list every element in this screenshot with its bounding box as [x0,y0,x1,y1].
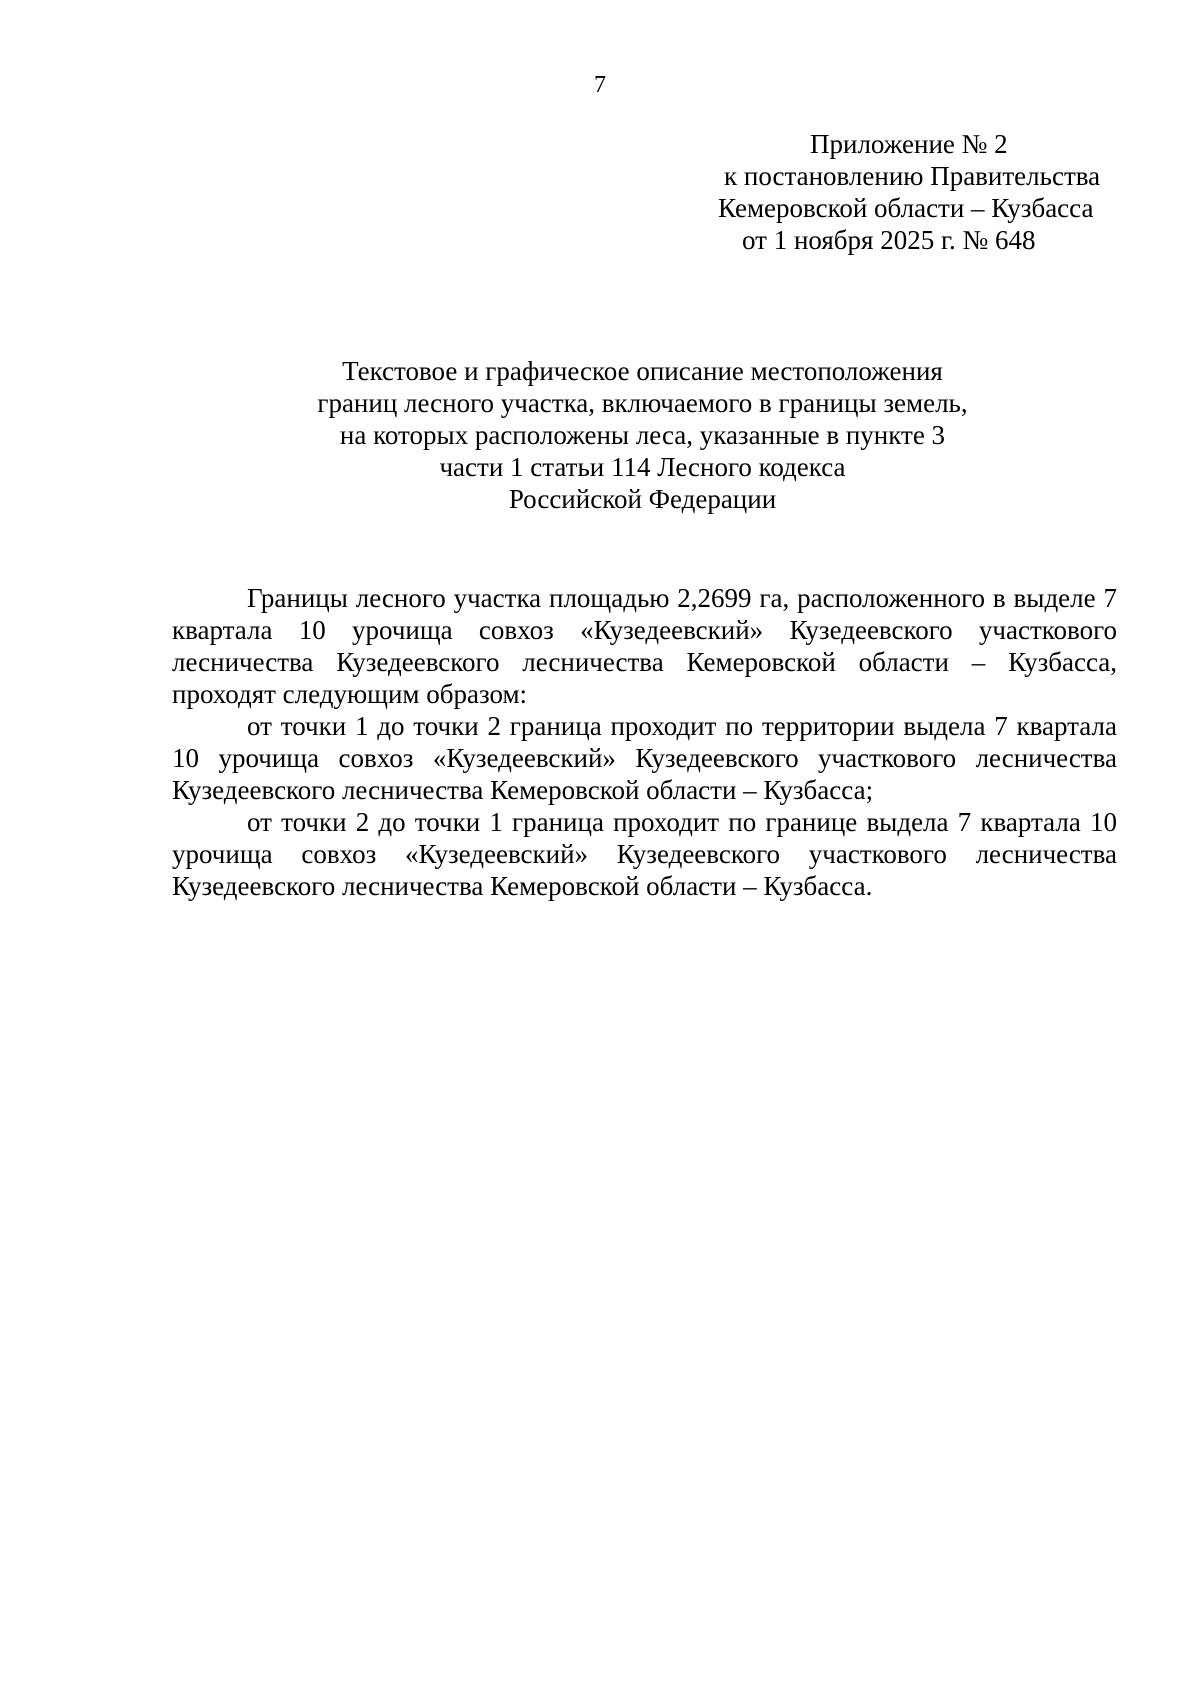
paragraph-point-1-to-2: от точки 1 до точки 2 граница проходит по территории выдела 7 квартала 10 урочища совхоз «Кузедеевский» Кузедеевского участкового лесничества Кузедеевского лесничества Кемеровской области – Кузбасса; [172,711,1117,805]
paragraph-boundaries-intro: Границы лесного участка площадью 2,2699 га, расположенного в выделе 7 квартала 10 урочища совхоз «Кузедеевский» Кузедеевского участкового лесничества Кузедеевского лесничества Кемеровской области – Кузбасса, проходят следующим образом: [172,583,1117,709]
page-number: 7 [594,72,606,98]
title-line-4: части 1 статьи 114 Лесного кодекса [439,452,846,482]
title-line-1: Текстовое и графическое описание местоположения [342,356,943,386]
title-line-2: границ лесного участка, включаемого в границы земель, [317,388,968,418]
appendix-date: от 1 ноября 2025 г. № 648 [742,225,1036,255]
document-title [170,355,1115,515]
appendix-resolution-ref: к постановлению Правительства [724,161,1101,191]
title-line-3: на которых расположены леса, указанные в пункте 3 [339,420,946,450]
document-body [172,582,1117,902]
title-line-5: Российской Федерации [508,484,777,514]
appendix-number: Приложение № 2 [810,129,1008,159]
appendix-header [700,128,1130,256]
paragraph-point-2-to-1: от точки 2 до точки 1 граница проходит по границе выдела 7 квартала 10 урочища совхоз «Кузедеевский» Кузедеевского участкового лесничества Кузедеевского лесничества Кемеровской области – Кузбасса. [172,807,1117,901]
appendix-region: Кемеровской области – Кузбасса [718,193,1094,223]
